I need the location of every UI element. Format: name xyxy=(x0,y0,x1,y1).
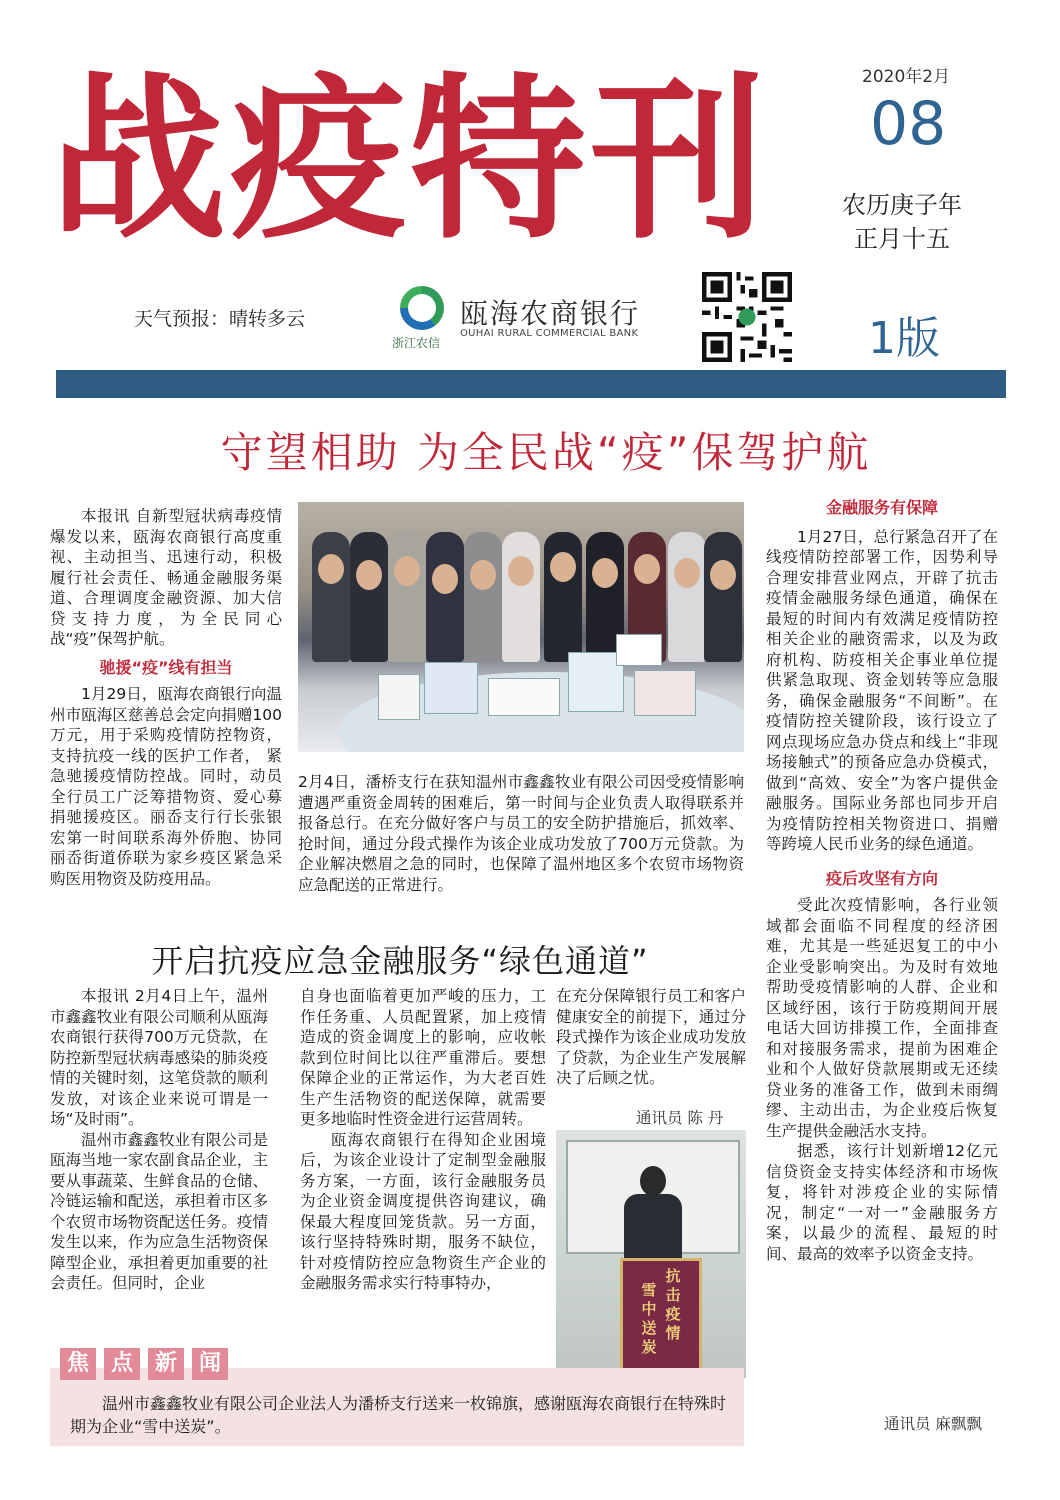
article2-col2-p1: 自身也面临着更加严峻的压力，工作任务重、人员配置紧，加上疫情造成的资金调度上的影响，应收帐款到位时间比以往严重滞后。要想保障企业的正常运作，为大老百姓生产生活物资的配送保障，就需要更多地临时性资金进行运营周转。 xyxy=(300,987,546,1128)
subheading-aid: 驰援“疫”线有担当 xyxy=(99,657,233,677)
focus-news-label xyxy=(60,1348,228,1380)
supply-box xyxy=(616,634,662,666)
photo-head xyxy=(710,560,736,590)
logo-subtitle: 浙江农信 xyxy=(392,336,441,350)
photo-person xyxy=(668,532,706,662)
supply-box xyxy=(634,670,696,716)
photo-head xyxy=(356,560,382,590)
lunar-day: 正月十五 xyxy=(854,225,950,253)
focus-label-char: 新 xyxy=(148,1348,184,1380)
photo-person xyxy=(704,532,742,662)
issue-day: 08 xyxy=(870,89,947,159)
masthead-divider-bar xyxy=(56,370,1006,398)
pan-qiao-loan-paragraph: 2月4日，潘桥支行在获知温州市鑫鑫牧业有限公司因受疫情影响遭遇严重资金周转的困难后，第一时间与企业负责人取得联系并报备总行。在充分做好客户与员工的安全防护措施后，抓效率、抢时间，通过分段式操作为该企业成功发放了700万元贷款。为企业解决燃眉之急的同时，也保障了温州地区多个农贸市场物资应急配送的正常进行。 xyxy=(298,773,744,894)
article1-center-text xyxy=(298,772,744,895)
photo-person xyxy=(312,532,350,662)
photo-head xyxy=(640,1166,666,1196)
photo-person xyxy=(388,532,426,662)
supply-box xyxy=(424,662,478,714)
focus-label-char: 闻 xyxy=(192,1348,228,1380)
article2-headline: 开启抗疫应急金融服务“绿色通道” xyxy=(151,942,649,980)
article1-intro: 本报讯 自新型冠状病毒疫情爆发以来，瓯海农商银行高度重视、主动担当、迅速行动，积极履行社会责任、畅通金融服务渠道、合理调度金融资源、加大信贷支持力度，为全民同心战“疫”保驾护航。 xyxy=(50,507,282,648)
photo-head xyxy=(318,554,344,584)
photo-head xyxy=(550,552,576,582)
bank-logo xyxy=(392,286,692,352)
banner-photo xyxy=(556,1130,746,1378)
subheading-post-epidemic: 疫后攻坚有方向 xyxy=(825,868,938,888)
focus-label-char: 点 xyxy=(104,1348,140,1380)
article1-recovery-text: 受此次疫情影响，各行业领域都会面临不同程度的经济困难，尤其是一些延迟复工的中小企业受影响突出。为及时有效地帮助受疫情影响的人群、企业和区域纾困，该行于防疫期间开展电话大回访排摸工作，全面排查和对接服务需求，提前为困难企业和个人做好贷款展期或无还续贷业务的准备工作，做到未雨绸缪、主动出击，为企业疫后恢复生产提供金融活水支持。 xyxy=(766,896,998,1140)
lunar-date xyxy=(826,188,978,256)
photo-person xyxy=(502,532,540,662)
article1-aid-text: 1月29日，瓯海农商银行向温州市瓯海区慈善总会定向捐赠100万元，用于采购疫情防控物资，支持抗疫一线的医护工作者， 紧急驰援疫情防控战。同时，动员全行员工广泛筹措物资、爱心募捐驰援疫区。丽岙支行行长张银宏第一时间联系海外侨胞、协同丽岙街道侨联为家乡疫区紧急采购医用物资及防疫用品。 xyxy=(50,685,282,888)
article1-left-column xyxy=(50,506,282,889)
article1-service-text: 1月27日，总行紧急召开了在线疫情防控部署工作，因势利导合理安排营业网点，开辟了抗击疫情金融服务绿色通道，确保在最短的时间内有效满足疫情防控相关企业的融资需求，以及为政府机构、防疫相关企事业单位提供紧急取现、资金划转等应急服务，确保金融服务“不间断”。在疫情防控关键阶段，该行设立了网点现场应急办贷点和线上“非现场接触式”的预备应急办贷模式，做到“高效、安全”为客户提供金融服务。国际业务部也同步开启为疫情防控相关物资进口、捐赠等跨境人民币业务的绿色通道。 xyxy=(766,527,998,853)
banner-left-text: 雪中送炭 xyxy=(641,1281,657,1356)
bank-name-en: OUHAI RURAL COMMERCIAL BANK xyxy=(460,328,639,339)
lunar-year: 农历庚子年 xyxy=(842,191,962,219)
photo-person xyxy=(464,532,502,662)
photo-head xyxy=(634,554,660,584)
photo-head xyxy=(508,556,534,586)
supply-box xyxy=(488,678,560,716)
article1-headline: 守望相助 为全民战“疫”保驾护航 xyxy=(220,428,872,477)
logo-inner-mark xyxy=(408,294,436,322)
article1-credit-plan-text: 据悉，该行计划新增12亿元信贷资金支持实体经济和市场恢复，将针对涉疫企业的实际情况，制定“一对一”金融服务方案，以最少的流程、最短的时间、最高的效率予以资金支持。 xyxy=(766,1142,998,1263)
article2-col1-p1: 本报讯 2月4日上午，温州市鑫鑫牧业有限公司顺利从瓯海农商银行获得700万元贷款，在防控新型冠状病毒感染的肺炎疫情的关键时刻，这笔贷款的顺利发放，对该企业来说可谓是一场“及时雨”。 xyxy=(50,987,268,1128)
banner-right-text: 抗击疫情 xyxy=(665,1267,681,1342)
bank-name-cn: 瓯海农商银行 xyxy=(460,297,641,330)
article2-col3-p1: 在充分保障银行员工和客户健康安全的前提下，通过分段式操作为该企业成功发放了贷款，为企业生产发展解决了后顾之忧。 xyxy=(556,987,746,1087)
weather-forecast: 天气预报：晴转多云 xyxy=(134,308,306,330)
article2-col1-p2: 温州市鑫鑫牧业有限公司是瓯海当地一家农副食品企业，主要从事蔬菜、生鲜食品的仓储、冷链运输和配送，承担着市区多个农贸市场物资配送任务。疫情发生以来，作为应急生活物资保障型企业，承担着更加重要的社会责任。但同时，企业 xyxy=(50,1130,268,1292)
photo-person xyxy=(350,532,388,662)
photo-head xyxy=(592,558,618,588)
edition-number: 1版 xyxy=(868,313,940,364)
donation-photo xyxy=(298,502,744,752)
issue-month: 2020年2月 xyxy=(862,67,951,87)
article1-reporter: 通讯员 麻飘飘 xyxy=(884,1415,982,1433)
article2-column-2 xyxy=(300,986,546,1294)
photo-head xyxy=(394,556,420,586)
photo-head xyxy=(470,560,496,590)
article2-reporter: 通讯员 陈 丹 xyxy=(636,1109,724,1127)
supply-box xyxy=(378,674,420,720)
masthead-title: 战疫特刊 xyxy=(50,56,771,263)
photo-head xyxy=(674,558,700,588)
article2-column-1 xyxy=(50,986,268,1294)
article1-right-column xyxy=(766,498,998,1264)
focus-news-caption: 温州市鑫鑫牧业有限公司企业法人为潘桥支行送来一枚锦旗，感谢瓯海农商银行在特殊时期为企业“雪中送炭”。 xyxy=(70,1394,727,1436)
article2-col2-p2: 瓯海农商银行在得知企业困境后，为该企业设计了定制型金融服务方案，一方面，该行金融服务员为企业资金调度提供咨询建议，确保最大程度回笼货款。另一方面，该行坚持特殊时期，服务不缺位，针对疫情防控应急物资生产企业的金融服务需求实行特事特办， xyxy=(300,1130,546,1292)
article2-column-3 xyxy=(556,986,746,1089)
focus-label-char: 焦 xyxy=(60,1348,96,1380)
qr-code-icon[interactable] xyxy=(702,272,792,362)
silk-banner xyxy=(620,1258,702,1378)
subheading-financial-service: 金融服务有保障 xyxy=(825,498,938,517)
photo-head xyxy=(432,564,458,594)
photo-person xyxy=(426,532,464,662)
